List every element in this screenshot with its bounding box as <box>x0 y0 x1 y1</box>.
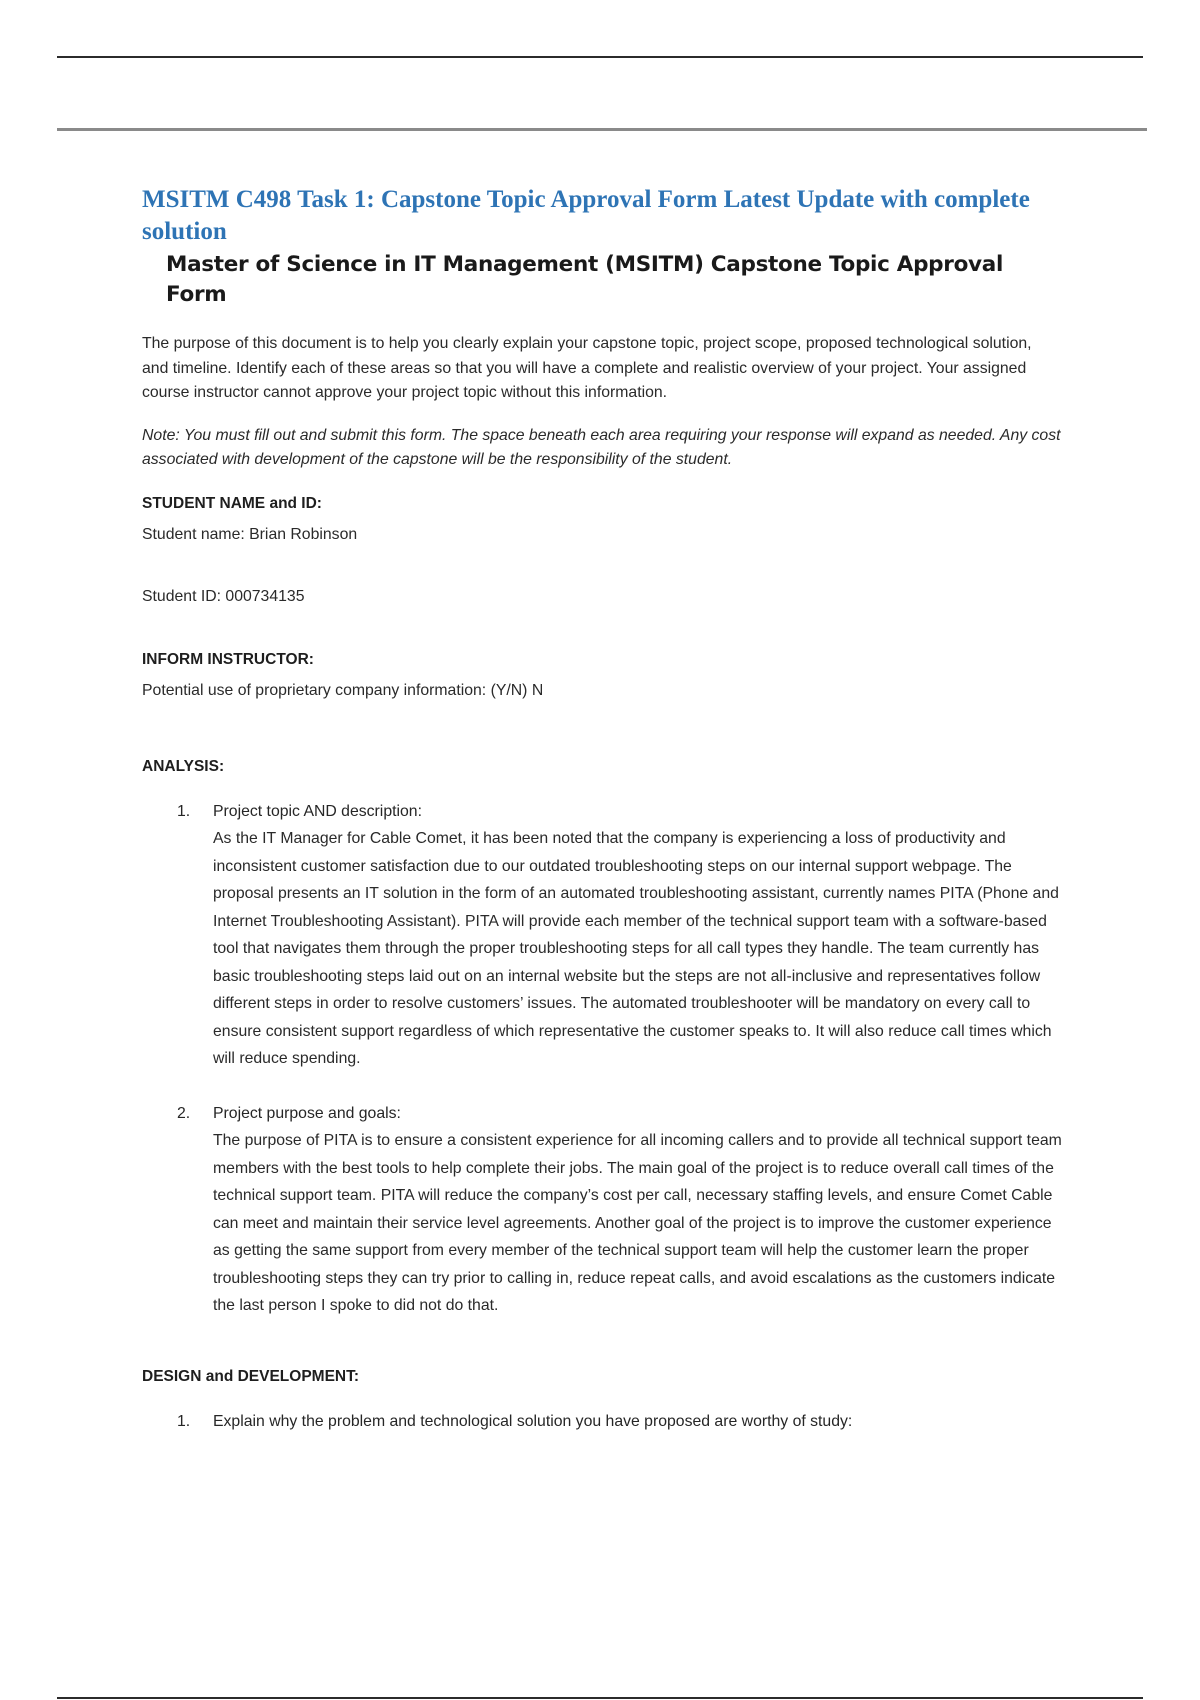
list-item-body: The purpose of PITA is to ensure a consistent experience for all incoming callers and to provide all technical support team members with the best tools to help complete their jobs. The main goal of the project is to reduce overall call times of the technical support team. PITA will reduce the company’s cost per call, necessary staffing levels, and ensure Comet Cable can meet and maintain their service level agreements. Another goal of the project is to improve the customer experience as getting the same support from every member of the technical support team will help the customer learn the proper troubleshooting steps they can try prior to calling in, reduce repeat calls, and avoid escalations as the customers indicate the last person I spoke to did not do that. <box>213 1132 1062 1314</box>
student-section-heading: STUDENT NAME and ID: <box>142 494 322 512</box>
proprietary-info-line: Potential use of proprietary company information: (Y/N) N <box>142 681 544 699</box>
student-id-line: Student ID: 000734135 <box>142 587 305 605</box>
page-bottom-rule <box>57 1697 1143 1699</box>
list-number: 1. <box>177 802 191 820</box>
inform-section-heading: INFORM INSTRUCTOR: <box>142 650 314 668</box>
analysis-section-heading: ANALYSIS: <box>142 757 225 775</box>
note-paragraph: Note: You must fill out and submit this form. The space beneath each area requiring your response will expand as needed. Any cost associated with development of the capstone will be the responsibility of the student. <box>142 426 1061 468</box>
analysis-item-topic <box>142 798 1062 1073</box>
list-item-label: Project topic AND description: <box>213 802 422 820</box>
design-item-worthy <box>142 1408 1062 1436</box>
intro-paragraph: The purpose of this document is to help you clearly explain your capstone topic, project scope, proposed technological solution, and timeline. Identify each of these areas so that you will have a complete and realistic overview of your project. Your assigned course instructor cannot approve your project topic without this information. <box>142 335 1032 401</box>
analysis-list <box>142 798 1062 1320</box>
list-item-label: Explain why the problem and technological solution you have proposed are worthy of study: <box>213 1412 853 1430</box>
analysis-item-purpose <box>142 1100 1062 1320</box>
list-number: 1. <box>177 1412 191 1430</box>
list-number: 2. <box>177 1104 191 1122</box>
design-list <box>142 1408 1062 1436</box>
page-top-rule <box>57 56 1143 58</box>
document-title: MSITM C498 Task 1: Capstone Topic Approval Form Latest Update with complete solution <box>142 186 1030 245</box>
header-rule <box>57 128 1147 131</box>
list-item-label: Project purpose and goals: <box>213 1104 401 1122</box>
list-item-body: As the IT Manager for Cable Comet, it has been noted that the company is experiencing a loss of productivity and inconsistent customer satisfaction due to our outdated troubleshooting steps on our internal support webpage. The proposal presents an IT solution in the form of an automated troubleshooting assistant, currently names PITA (Phone and Internet Troubleshooting Assistant). PITA will provide each member of the technical support team with a software-based tool that navigates them through the proper troubleshooting steps for all call types they handle. The team currently has basic troubleshooting steps laid out on an internal website but the steps are not all-inclusive and representatives follow different steps in order to resolve customers’ issues. The automated troubleshooter will be mandatory on every call to ensure consistent support regardless of which representative the customer speaks to. It will also reduce call times which will reduce spending. <box>213 830 1059 1067</box>
student-name-line: Student name: Brian Robinson <box>142 525 358 543</box>
form-title: Master of Science in IT Management (MSITM) Capstone Topic Approval Form <box>166 252 1004 307</box>
document-body <box>142 184 1062 1435</box>
design-section-heading: DESIGN and DEVELOPMENT: <box>142 1367 360 1385</box>
